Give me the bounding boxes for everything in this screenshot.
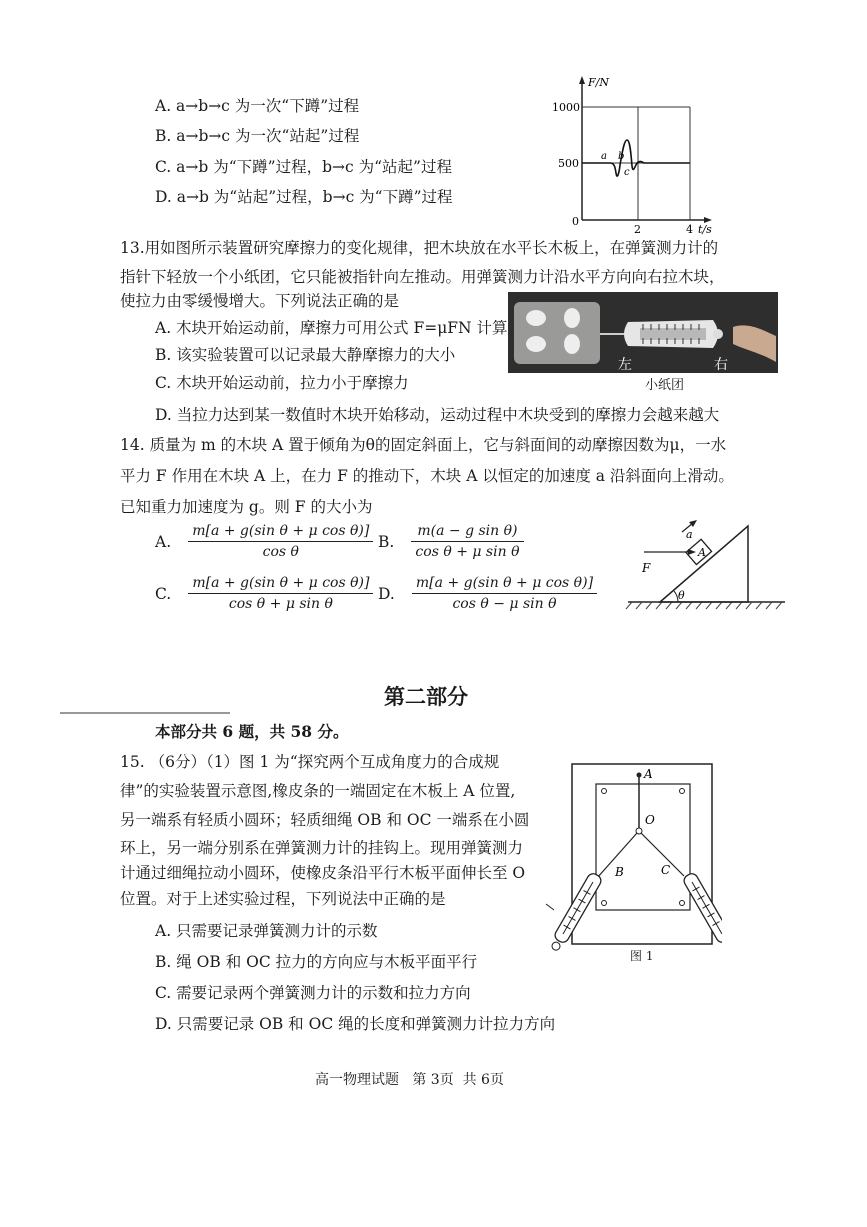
part-2-intro: 本部分共 6 题，共 58 分。	[155, 722, 349, 741]
q14-option-d-numerator: m[a + g(sin θ + μ cos θ)]	[412, 575, 597, 594]
q12-option-a: A. a→b→c 为一次“下蹲”过程	[155, 97, 360, 115]
q14-option-b	[378, 523, 524, 560]
weight-2	[564, 308, 580, 328]
q13-option-b: B. 该实验装置可以记录最大静摩擦力的大小	[155, 346, 456, 364]
q14-option-a-label: A.	[155, 532, 172, 551]
q13-option-d: D. 当拉力达到某一数值时木块开始移动，运动过程中木块受到的摩擦力会越来越大	[155, 406, 720, 424]
q15-stem-line-6: 位置。对于上述实验过程，下列说法中正确的是	[120, 890, 446, 908]
accel-label: a	[686, 528, 693, 541]
q14-stem-line-1: 14. 质量为 m 的木块 A 置于倾角为θ的固定斜面上，它与斜面间的动摩擦因数为μ，一水	[120, 436, 727, 454]
q14-option-a	[155, 523, 373, 560]
y-tick-500: 500	[558, 157, 579, 170]
q14-option-d-fraction	[412, 575, 597, 612]
q15-stem-line-3: 另一端系有轻质小圆环；轻质细绳 OB 和 OC 一端系在小圆	[120, 811, 530, 829]
x-tick-4: 4	[686, 223, 693, 235]
q15-option-d: D. 只需要记录 OB 和 OC 绳的长度和弹簧测力计拉力方向	[155, 1015, 556, 1033]
q13-option-a: A. 木块开始运动前，摩擦力可用公式 F=μFN 计算	[155, 319, 508, 337]
figure-1-caption: 图 1	[630, 949, 654, 963]
label-b: B	[615, 865, 624, 879]
q15-stem-line-1: 15. （6分）（1）图 1 为“探究两个互成角度力的合成规	[120, 753, 500, 771]
force-label: F	[642, 561, 651, 575]
q14-option-c-denominator: cos θ + μ sin θ	[228, 596, 333, 612]
label-c: C	[661, 863, 671, 877]
q14-option-a-numerator: m[a + g(sin θ + μ cos θ)]	[188, 523, 373, 542]
paper-sheet	[596, 784, 690, 910]
section-divider	[60, 712, 230, 714]
point-c-label: c	[624, 167, 630, 178]
angle-label: θ	[678, 589, 685, 602]
hand-mark-left	[546, 904, 554, 910]
spring-scale-right	[682, 872, 722, 953]
photo-right-label: 右	[714, 357, 728, 373]
force-curve	[582, 140, 690, 176]
incline-diagram	[620, 512, 790, 612]
q14-option-b-label: B.	[378, 532, 395, 551]
spring-scale-left	[548, 872, 603, 953]
q14-option-a-fraction	[188, 523, 373, 560]
q13-stem-line-3: 使拉力由零缓慢增大。下列说法正确的是	[120, 292, 400, 310]
incline-wedge	[660, 526, 748, 602]
y-tick-1000: 1000	[552, 101, 580, 114]
q14-option-d-denominator: cos θ − μ sin θ	[452, 596, 557, 612]
q14-option-c-fraction	[188, 575, 373, 612]
ground-hatching	[626, 602, 782, 609]
photo-caption: 小纸团	[645, 378, 685, 393]
label-o: O	[645, 813, 655, 827]
weight-3	[526, 336, 546, 352]
q15-stem-line-4: 环上，另一端分别系在弹簧测力计的挂钩上。现用弹簧测力	[120, 839, 524, 857]
figure-1-diagram	[542, 758, 722, 968]
q13-option-c: C. 木块开始运动前，拉力小于摩擦力	[155, 374, 409, 392]
q15-option-b: B. 绳 OB 和 OC 拉力的方向应与木板平面平行	[155, 953, 478, 971]
block-label: A	[698, 546, 706, 559]
page-footer: 高一物理试题 第 3页 共 6页	[315, 1072, 504, 1088]
weight-4	[564, 334, 580, 354]
part-2-title: 第二部分	[384, 685, 468, 709]
q15-option-c: C. 需要记录两个弹簧测力计的示数和拉力方向	[155, 984, 471, 1002]
q15-stem-line-2: 律”的实验装置示意图,橡皮条的一端固定在木板上 A 位置,	[120, 782, 516, 800]
photo-drawing	[508, 292, 778, 373]
wood-block	[514, 302, 600, 364]
q14-option-b-fraction	[411, 523, 523, 560]
q13-stem-line-1: 13.用如图所示装置研究摩擦力的变化规律，把木块放在水平长木板上，在弹簧测力计的	[120, 239, 719, 257]
weight-1	[526, 310, 546, 326]
point-a-label: a	[601, 151, 607, 162]
force-time-graph	[548, 70, 718, 235]
q14-option-a-denominator: cos θ	[262, 544, 299, 560]
q15-stem-line-5: 计通过细绳拉动小圆环，使橡皮条沿平行木板平面伸长至 O	[120, 864, 526, 882]
board-outer	[572, 764, 712, 944]
y-axis-arrow	[579, 76, 585, 84]
q14-option-b-denominator: cos θ + μ sin θ	[415, 544, 520, 560]
q12-option-c: C. a→b 为“下蹲”过程，b→c 为“站起”过程	[155, 158, 452, 176]
q14-stem-line-3: 已知重力加速度为 g。则 F 的大小为	[120, 498, 373, 516]
x-tick-2: 2	[634, 223, 641, 235]
label-a: A	[644, 767, 653, 781]
q13-stem-line-2: 指针下轻放一个小纸团，它只能被指针向左推动。用弹簧测力计沿水平方向向右拉木块，	[120, 268, 725, 286]
photo-left-label: 左	[618, 357, 632, 373]
experiment-photo	[508, 292, 778, 373]
y-axis-label: F/N	[588, 76, 609, 89]
q15-option-a: A. 只需要记录弹簧测力计的示数	[155, 922, 378, 940]
q12-option-b: B. a→b→c 为一次“站起”过程	[155, 127, 360, 145]
q12-option-d: D. a→b 为“站起”过程，b→c 为“下蹲”过程	[155, 188, 453, 206]
q14-option-c	[155, 575, 373, 612]
point-b-label: b	[618, 151, 625, 162]
q14-option-c-label: C.	[155, 584, 172, 603]
q14-option-c-numerator: m[a + g(sin θ + μ cos θ)]	[188, 575, 373, 594]
q14-stem-line-2: 平力 F 作用在木块 A 上，在力 F 的推动下，木块 A 以恒定的加速度 a 沿斜面向上滑动。	[120, 467, 734, 485]
x-axis-label: t/s	[698, 223, 712, 235]
q14-option-b-numerator: m(a − g sin θ)	[411, 523, 523, 542]
q14-option-d	[378, 575, 597, 612]
q14-option-d-label: D.	[378, 584, 395, 603]
y-tick-0: 0	[572, 215, 579, 228]
